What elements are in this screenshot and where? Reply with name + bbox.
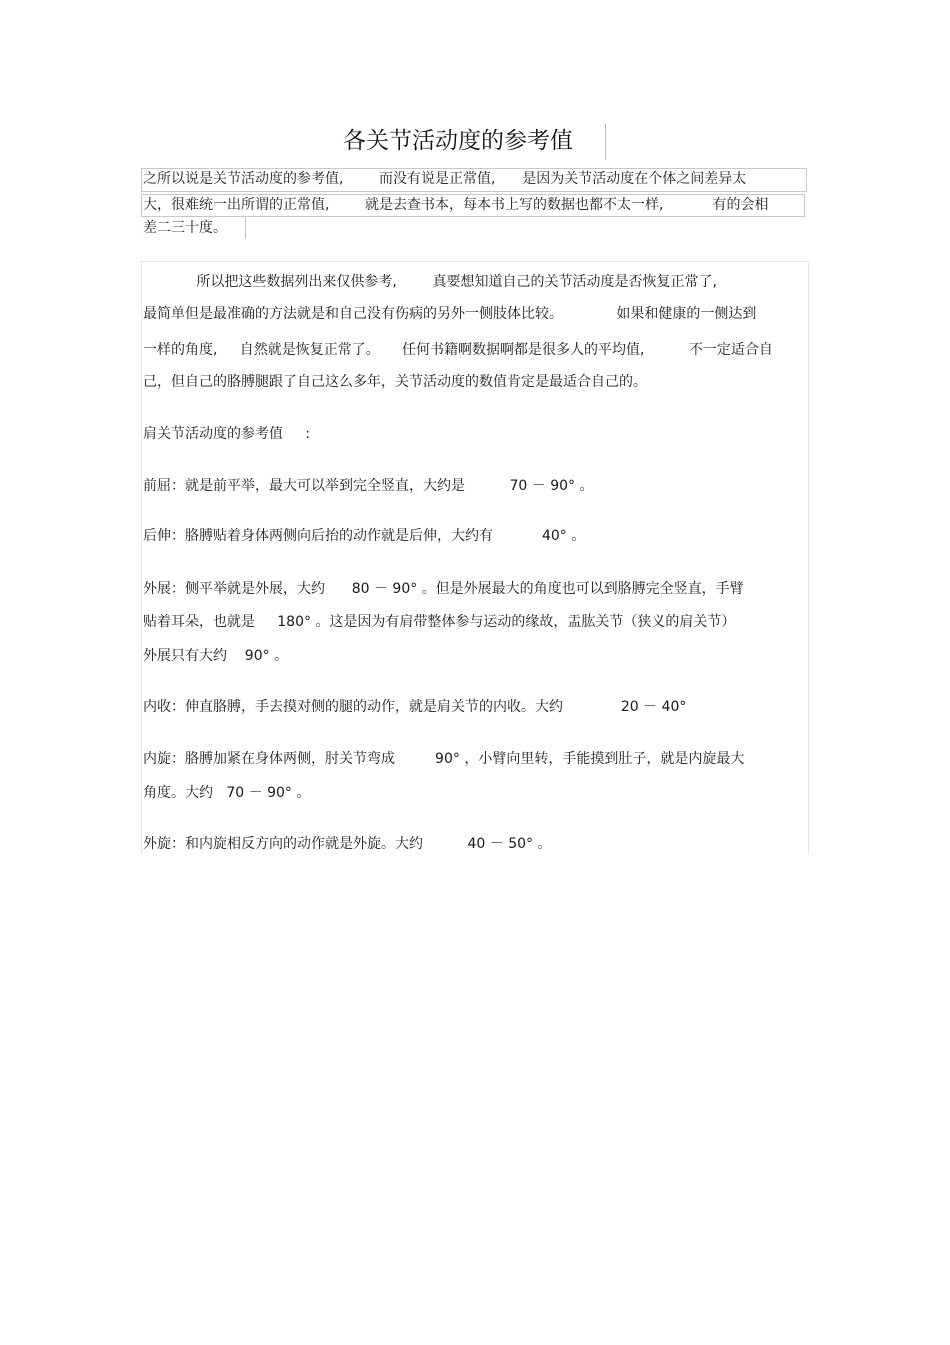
intro-line-3: 差二三十度。	[143, 220, 227, 236]
adduction-line: 内收：伸直胳膊，手去摸对侧的腿的动作，就是肩关节的内收。大约 20 － 40°	[143, 699, 687, 715]
external-rotation-line: 外旋：和内旋相反方向的动作就是外旋。大约 40 － 50° 。	[143, 836, 552, 852]
abduction-line: 外展只有大约 90° 。	[143, 648, 289, 664]
intro-line-1: 之所以说是关节活动度的参考值, 而没有说是正常值, 是因为关节活动度在个体之间差异太	[143, 171, 747, 187]
abduction-line: 外展：侧平举就是外展，大约 80 － 90° 。但是外展最大的角度也可以到胳膊完全竖直，手臂	[143, 581, 744, 597]
paragraph-line: 所以把这些数据列出来仅供参考, 真要想知道自己的关节活动度是否恢复正常了,	[143, 274, 717, 290]
extension-line: 后伸：胳膊贴着身体两侧向后抬的动作就是后伸，大约有 40° 。	[143, 528, 586, 544]
internal-rotation-line: 角度。大约 70 － 90° 。	[143, 785, 311, 801]
section-heading: 肩关节活动度的参考值 :	[143, 426, 310, 442]
intro-line-2: 大，很难统一出所谓的正常值, 就是去查书本，每本书上写的数据也都不太一样, 有的会相	[143, 197, 769, 213]
abduction-line: 贴着耳朵，也就是 180° 。这是因为有肩带整体参与运动的缘故，盂肱关节（狭义的肩关节）	[143, 614, 736, 630]
paragraph-line: 己，但自己的胳膊腿跟了自己这么多年，关节活动度的数值肯定是最适合自己的。	[143, 374, 647, 390]
flexion-line: 前屈：就是前平举，最大可以举到完全竖直，大约是 70 － 90° 。	[143, 478, 594, 494]
page-title: 各关节活动度的参考值	[343, 128, 573, 154]
paragraph-line: 一样的角度, 自然就是恢复正常了。 任何书籍啊数据啊都是很多人的平均值, 不一定适合自	[143, 342, 773, 358]
internal-rotation-line: 内旋：胳膊加紧在身体两侧，肘关节弯成 90° ，小臂向里转，手能摸到肚子，就是内旋最大	[143, 751, 745, 767]
title-divider	[605, 124, 606, 160]
paragraph-line: 最简单但是最准确的方法就是和自己没有伤病的另外一侧肢体比较。 如果和健康的一侧达到	[143, 306, 757, 322]
